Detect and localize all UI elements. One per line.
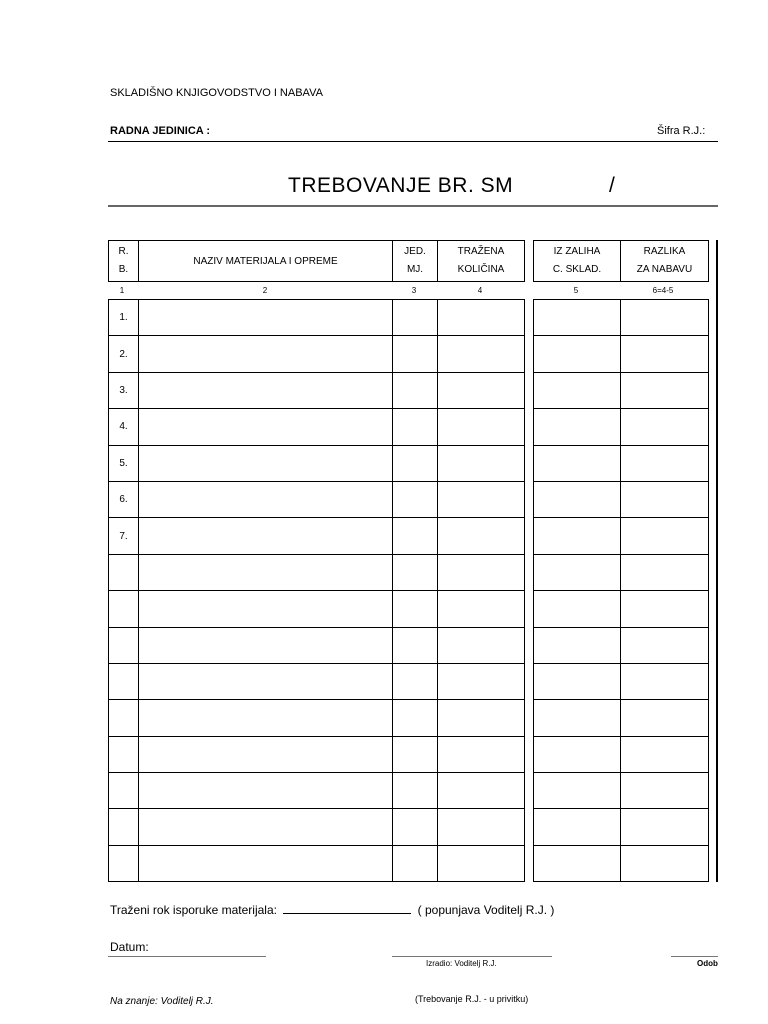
difference-cell[interactable]: [621, 554, 709, 590]
material-name-cell[interactable]: [139, 300, 393, 336]
material-name-cell[interactable]: [139, 336, 393, 372]
row-number-cell: 7.: [109, 518, 139, 554]
table-row: [534, 736, 709, 772]
stock-cell[interactable]: [534, 445, 621, 481]
prepared-signature-line: [392, 956, 552, 957]
column-number-1: 1: [119, 286, 125, 295]
table-row: [109, 409, 525, 445]
material-name-cell[interactable]: [139, 809, 393, 845]
requested-qty-cell[interactable]: [438, 445, 525, 481]
difference-cell[interactable]: [621, 627, 709, 663]
material-name-cell[interactable]: [139, 481, 393, 517]
material-name-cell[interactable]: [139, 773, 393, 809]
stock-cell[interactable]: [534, 845, 621, 881]
stock-header-line1: IZ ZALIHA: [553, 246, 601, 257]
material-name-cell[interactable]: [139, 372, 393, 408]
table-row: [109, 700, 525, 736]
stock-header-line2: C. SKLAD.: [552, 264, 602, 275]
unit-cell[interactable]: [393, 481, 438, 517]
diff-header: [621, 241, 709, 282]
difference-cell[interactable]: [621, 372, 709, 408]
table-row: [534, 300, 709, 336]
table-row: [534, 409, 709, 445]
column-number-6: 6=4-5: [652, 286, 674, 295]
row-number-cell: [109, 591, 139, 627]
row-number-cell: 3.: [109, 372, 139, 408]
table-row: [534, 554, 709, 590]
date-signature-line: [108, 956, 266, 957]
item-table-left: [108, 299, 525, 882]
header-underline: [108, 141, 718, 142]
row-number-cell: [109, 554, 139, 590]
for-information-label: Na znanje: Voditelj R.J.: [110, 996, 214, 1007]
difference-cell[interactable]: [621, 445, 709, 481]
document-title: TREBOVANJE BR. SM: [288, 174, 514, 197]
table-row: [534, 773, 709, 809]
table-row: [534, 518, 709, 554]
difference-cell[interactable]: [621, 700, 709, 736]
requested-qty-cell[interactable]: [438, 554, 525, 590]
rb-header-line2: B.: [118, 264, 129, 275]
unit-cell[interactable]: [393, 627, 438, 663]
unit-header-line1: JED.: [404, 246, 426, 257]
material-name-cell[interactable]: [139, 700, 393, 736]
material-name-cell[interactable]: [139, 845, 393, 881]
material-name-cell[interactable]: [139, 518, 393, 554]
table-row: [109, 336, 525, 372]
row-number-cell: [109, 845, 139, 881]
unit-cell[interactable]: [393, 554, 438, 590]
requested-qty-cell[interactable]: [438, 372, 525, 408]
diff-header-line1: RAZLIKA: [643, 246, 686, 257]
row-number-cell: [109, 627, 139, 663]
table-row: [109, 554, 525, 590]
table-row: [109, 845, 525, 881]
difference-cell[interactable]: [621, 773, 709, 809]
unit-code-label: Šifra R.J.:: [657, 125, 706, 137]
table-row: [534, 627, 709, 663]
requested-qty-cell[interactable]: [438, 845, 525, 881]
difference-cell[interactable]: [621, 736, 709, 772]
unit-cell[interactable]: [393, 445, 438, 481]
table-row: [534, 663, 709, 699]
stock-cell[interactable]: [534, 773, 621, 809]
stock-cell[interactable]: [534, 518, 621, 554]
stock-cell[interactable]: [534, 809, 621, 845]
unit-label: RADNA JEDINICA :: [110, 125, 211, 137]
table-row: [534, 445, 709, 481]
material-name-cell[interactable]: [139, 591, 393, 627]
unit-cell[interactable]: [393, 336, 438, 372]
requested-qty-cell[interactable]: [438, 773, 525, 809]
rb-header: [109, 241, 139, 282]
stock-cell[interactable]: [534, 554, 621, 590]
item-table-right: [533, 299, 709, 882]
delivery-deadline-line: [110, 902, 554, 917]
stock-cell[interactable]: [534, 700, 621, 736]
stock-cell[interactable]: [534, 300, 621, 336]
diff-header-line2: ZA NABAVU: [636, 264, 693, 275]
unit-cell[interactable]: [393, 773, 438, 809]
right-edge-rule: [716, 240, 718, 882]
delivery-note: ( popunjava Voditelj R.J. ): [417, 903, 555, 917]
title-underline: [108, 205, 718, 207]
row-number-cell: [109, 663, 139, 699]
difference-cell[interactable]: [621, 336, 709, 372]
table-row: [534, 372, 709, 408]
difference-cell[interactable]: [621, 809, 709, 845]
title-slash: /: [609, 174, 615, 197]
table-row: [534, 591, 709, 627]
requested-qty-cell[interactable]: [438, 700, 525, 736]
requested-qty-cell[interactable]: [438, 409, 525, 445]
requested-qty-cell[interactable]: [438, 736, 525, 772]
row-number-cell: [109, 700, 139, 736]
name-header: NAZIV MATERIJALA I OPREME: [139, 241, 393, 282]
material-name-cell[interactable]: [139, 736, 393, 772]
stock-header: [534, 241, 621, 282]
table-row: [109, 663, 525, 699]
requested-qty-cell[interactable]: [438, 663, 525, 699]
requested-qty-cell[interactable]: [438, 518, 525, 554]
stock-cell[interactable]: [534, 627, 621, 663]
stock-cell[interactable]: [534, 591, 621, 627]
table-row: [534, 700, 709, 736]
table-row: [109, 736, 525, 772]
requested-qty-cell[interactable]: [438, 336, 525, 372]
material-name-cell[interactable]: [139, 409, 393, 445]
material-name-cell[interactable]: [139, 663, 393, 699]
qty-header-line1: TRAŽENA: [457, 246, 505, 257]
unit-cell[interactable]: [393, 409, 438, 445]
requested-qty-cell[interactable]: [438, 481, 525, 517]
row-number-cell: 2.: [109, 336, 139, 372]
table-row: [109, 300, 525, 336]
table-row: [109, 627, 525, 663]
requested-qty-cell[interactable]: [438, 627, 525, 663]
department-heading: SKLADIŠNO KNJIGOVODSTVO I NABAVA: [110, 87, 323, 99]
unit-header-line2: MJ.: [406, 264, 424, 275]
row-number-cell: 5.: [109, 445, 139, 481]
column-number-5: 5: [573, 286, 579, 295]
table-header-right: [533, 240, 709, 282]
row-number-cell: 6.: [109, 481, 139, 517]
unit-cell[interactable]: [393, 372, 438, 408]
unit-cell[interactable]: [393, 663, 438, 699]
table-row: [534, 336, 709, 372]
unit-cell[interactable]: [393, 809, 438, 845]
unit-cell[interactable]: [393, 700, 438, 736]
table-header-left: [108, 240, 525, 282]
column-number-4: 4: [477, 286, 483, 295]
date-label: Datum:: [110, 940, 149, 954]
material-name-cell[interactable]: [139, 554, 393, 590]
stock-cell[interactable]: [534, 372, 621, 408]
row-number-cell: [109, 773, 139, 809]
qty-header: [438, 241, 525, 282]
stock-cell[interactable]: [534, 736, 621, 772]
attachment-note: (Trebovanje R.J. - u privitku): [415, 994, 529, 1004]
unit-cell[interactable]: [393, 591, 438, 627]
stock-cell[interactable]: [534, 481, 621, 517]
table-row: [109, 591, 525, 627]
table-row: [534, 809, 709, 845]
delivery-blank: [283, 902, 411, 914]
table-row: [109, 773, 525, 809]
difference-cell[interactable]: [621, 300, 709, 336]
prepared-by-label: Izradio: Voditelj R.J.: [426, 959, 497, 968]
unit-cell[interactable]: [393, 518, 438, 554]
approved-signature-line: [671, 956, 718, 957]
table-row: [109, 809, 525, 845]
difference-cell[interactable]: [621, 663, 709, 699]
stock-cell[interactable]: [534, 409, 621, 445]
table-row: [109, 372, 525, 408]
row-number-cell: [109, 809, 139, 845]
table-row: [534, 845, 709, 881]
difference-cell[interactable]: [621, 518, 709, 554]
requested-qty-cell[interactable]: [438, 809, 525, 845]
material-name-cell[interactable]: [139, 627, 393, 663]
stock-cell[interactable]: [534, 336, 621, 372]
unit-cell[interactable]: [393, 845, 438, 881]
unit-cell[interactable]: [393, 300, 438, 336]
difference-cell[interactable]: [621, 591, 709, 627]
stock-cell[interactable]: [534, 663, 621, 699]
requested-qty-cell[interactable]: [438, 591, 525, 627]
table-row: [109, 518, 525, 554]
difference-cell[interactable]: [621, 481, 709, 517]
table-row: [534, 481, 709, 517]
difference-cell[interactable]: [621, 845, 709, 881]
approved-by-label: Odob: [697, 959, 718, 968]
material-name-cell[interactable]: [139, 445, 393, 481]
column-number-3: 3: [411, 286, 417, 295]
unit-header: [393, 241, 438, 282]
table-row: [109, 481, 525, 517]
rb-header-line1: R.: [118, 246, 129, 257]
table-row: [109, 445, 525, 481]
row-number-cell: 4.: [109, 409, 139, 445]
row-number-cell: [109, 736, 139, 772]
column-number-2: 2: [262, 286, 268, 295]
qty-header-line2: KOLIČINA: [457, 264, 505, 275]
row-number-cell: 1.: [109, 300, 139, 336]
requested-qty-cell[interactable]: [438, 300, 525, 336]
unit-cell[interactable]: [393, 736, 438, 772]
difference-cell[interactable]: [621, 409, 709, 445]
delivery-label: Traženi rok isporuke materijala:: [110, 903, 277, 917]
